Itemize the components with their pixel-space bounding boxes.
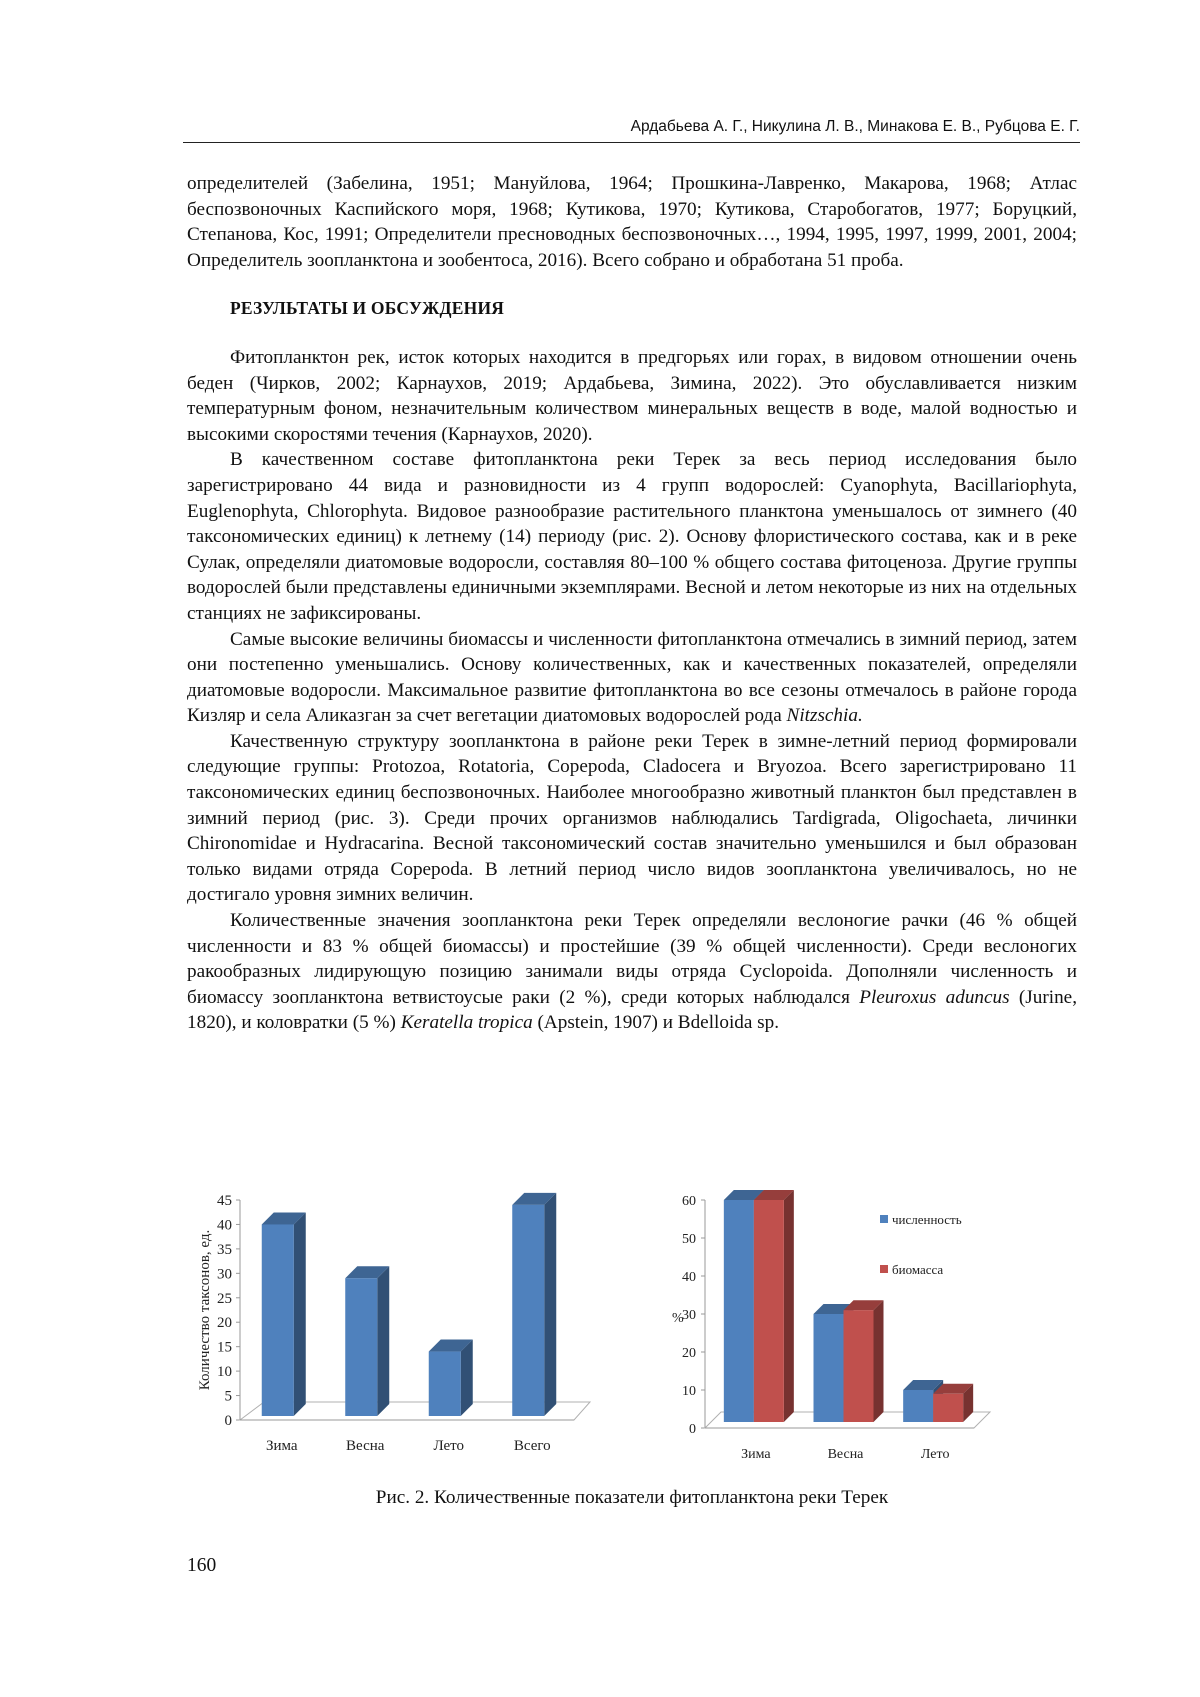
paragraph: Качественную структуру зоопланктона в районе реки Терек в зимне-летний период формировали следующие группы: Protozoa, Rotatoria, Copepoda, Cladocera и Bryozoa. Всего зарегистрировано 11 таксономических единиц беспозвоночных. Наиболее многообразно животный планктон был представлен в зимний период (рис. 3). Среди прочих организмов наблюдались Tardigrada, Oligochaeta, личинки Chironomidae и Hydracarina. Весной таксономический состав значительно уменьшился и был образован только видами отряда Copepoda. В летний период число видов зоопланктона увеличивалось, но не достигало уровня зимних величин. (187, 730, 1077, 906)
y-tick-label: 15 (217, 1339, 232, 1356)
bar-side (377, 1266, 389, 1416)
y-axis-label: % (672, 1311, 684, 1326)
y-tick-label: 35 (217, 1241, 232, 1258)
y-tick-label: 0 (689, 1422, 696, 1437)
x-tick-label: Лето (433, 1438, 465, 1454)
paragraph: В качественном составе фитопланктона реки Терек за весь период исследования было зарегистрировано 44 вида и разновидности из 4 групп водорослей: Cyanophyta, Bacillariophyta, Euglenophyta, Chlorophyta. Видовое разнообразие растительного планктона уменьшалось от зимнего (40 таксономических единиц) к летнему (14) периоду (рис. 2). Основу флористического состава, как и в реке Сулак, определяли диатомовые водоросли, составляя 80–100 % общего состава фитоценоза. Другие группы водорослей были представлены единичными экземплярами. Весной и летом некоторые из них на отдельных станциях не зафиксированы. (187, 449, 1077, 624)
bar (754, 1200, 784, 1422)
legend-swatch (880, 1215, 888, 1223)
x-tick-label: Зима (265, 1438, 298, 1454)
taxa-count-chart (195, 1188, 665, 1478)
paragraph-text: (Apstein, 1907) и Bdelloida sp. (532, 1012, 780, 1034)
figure-caption: Рис. 2. Количественные показатели фитопланктона реки Терек (375, 1487, 889, 1508)
y-tick-label: 10 (217, 1364, 232, 1381)
paragraph-text: Количественные значения зоопланктона реки Терек определяли веслоногие рачки (46 % общей численности и 83 % общей биомассы) и простейшие (39 % общей численности). Среди веслоногих ракообразных лидирующую позицию занимали виды отряда Cyclopoida. Дополняли численность и биомассу зоопланктона ветвистоусые раки (2 %), среди которых наблюдался (187, 910, 1077, 1008)
page-number: 160 (187, 1555, 217, 1576)
y-tick-label: 45 (217, 1193, 232, 1209)
bar (262, 1224, 294, 1416)
bar-side (544, 1193, 556, 1416)
paragraph (187, 627, 1077, 729)
y-tick-label: 40 (217, 1217, 232, 1234)
legend-label: биомасса (892, 1262, 944, 1277)
genus-name: Nitzschia. (786, 705, 863, 727)
bar (903, 1390, 933, 1422)
y-tick-label: 20 (217, 1315, 232, 1332)
bar (429, 1352, 461, 1416)
legend-label: численность (892, 1212, 962, 1227)
y-tick-label: 40 (682, 1270, 696, 1285)
paragraph: Фитопланктон рек, исток которых находится в предгорьях или горах, в видовом отношении очень беден (Чирков, 2002; Карнаухов, 2019; Ардабьева, Зимина, 2022). Это обуславливается низким температурным фоном, незначительным количеством минеральных веществ в воде, малой водностью и высокими скоростями течения (Карнаухов, 2020). (187, 346, 1077, 445)
y-tick-label: 50 (682, 1232, 696, 1247)
abundance-biomass-chart (670, 1188, 1090, 1478)
species-name: Pleuroxus aduncus (859, 986, 1010, 1008)
bar (724, 1200, 754, 1422)
y-tick-label: 25 (217, 1290, 232, 1307)
y-tick-label: 30 (217, 1266, 232, 1283)
paragraph-text: Самые высокие величины биомассы и численности фитопланктона отмечались в зимний период, затем они постепенно уменьшались. Основу количественных, как и качественных показателей, определяли диатомовые водоросли. Максимальное развитие фитопланктона во все сезоны отмечалось в районе города Кизляр и села Аликазган за счет вегетации диатомовых водорослей рода (187, 628, 1077, 727)
header-rule (183, 142, 1080, 143)
y-axis-label: Количество таксонов, ед. (197, 1229, 213, 1391)
species-name: Keratella tropica (400, 1012, 533, 1034)
body-text (187, 171, 1077, 1036)
x-tick-label: Лето (920, 1447, 950, 1462)
bar-side (784, 1190, 794, 1422)
y-tick-label: 20 (682, 1346, 696, 1361)
bar (814, 1314, 844, 1422)
y-tick-label: 10 (682, 1384, 696, 1399)
y-tick-label: 30 (682, 1308, 696, 1323)
paragraph (187, 908, 1077, 1036)
bar (512, 1205, 544, 1416)
y-tick-label: 60 (682, 1194, 696, 1209)
paragraph: определителей (Забелина, 1951; Мануйлова, 1964; Прошкина-Лавренко, Макарова, 1968; Атлас беспозвоночных Каспийского моря, 1968; Кутикова, 1970; Кутикова, Старобогатов, 1977; Боруцкий, Степанова, Кос, 1991; Определители пресноводных беспозвоночных…, 1994, 1995, 1997, 1999, 2001, 2004; Определитель зоопланктона и зообентоса, 2016). Всего собрано и обработана 51 проба. (187, 173, 1077, 271)
bar (844, 1310, 874, 1422)
section-title: РЕЗУЛЬТАТЫ И ОБСУЖДЕНИЯ (230, 298, 505, 319)
x-tick-label: Зима (741, 1447, 771, 1462)
x-tick-label: Весна (346, 1438, 385, 1454)
y-tick-label: 0 (224, 1413, 232, 1429)
abundance-biomass-chart-svg (670, 1188, 1090, 1478)
bar-side (294, 1212, 306, 1416)
running-header: Ардабьева А. Г., Никулина Л. В., Минакова Е. В., Рубцова Е. Г. (630, 118, 1080, 135)
legend-swatch (880, 1265, 888, 1273)
bar (345, 1278, 377, 1416)
x-tick-label: Всего (513, 1438, 551, 1454)
bar-side (874, 1300, 884, 1422)
bar-side (461, 1340, 473, 1416)
y-tick-label: 5 (224, 1388, 232, 1405)
paragraph-text: (Jurine, 1820), и коловратки (5 %) (187, 986, 1077, 1034)
x-tick-label: Весна (827, 1447, 864, 1462)
bar (933, 1394, 963, 1422)
taxa-count-chart-svg (195, 1188, 665, 1478)
